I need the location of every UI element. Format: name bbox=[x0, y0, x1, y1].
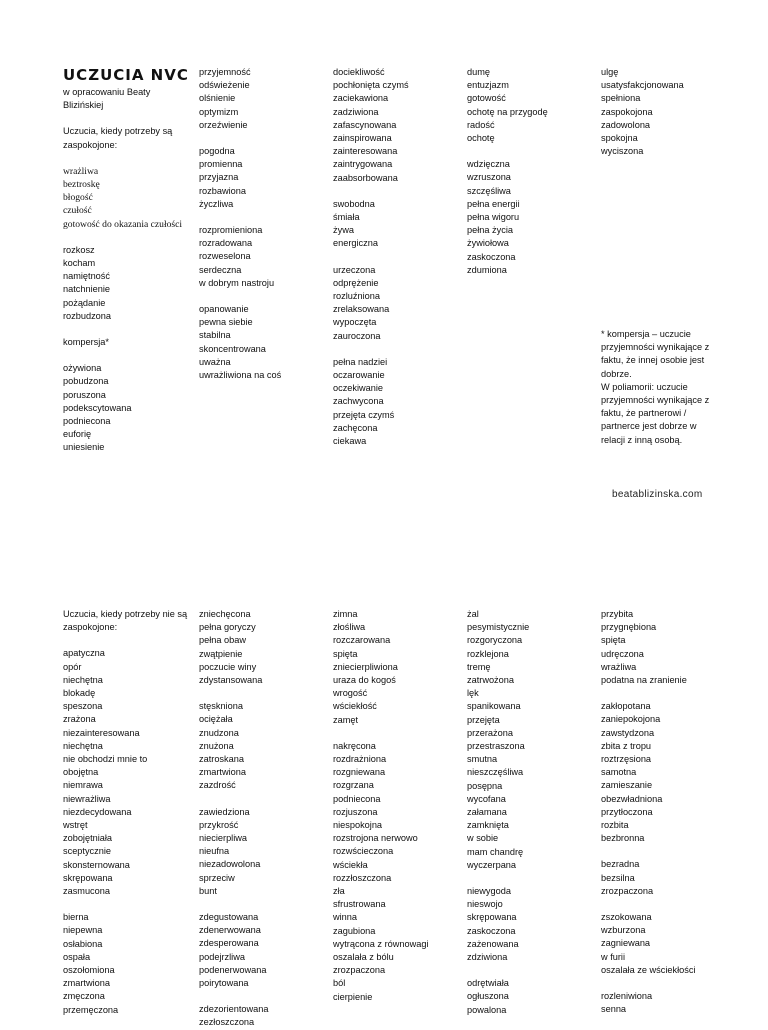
word-group bbox=[333, 264, 463, 343]
feeling-word: poruszona bbox=[63, 389, 106, 400]
feeling-word: bierna bbox=[63, 912, 89, 923]
feeling-word: energiczna bbox=[333, 238, 378, 249]
footnote-text-2: W poliamorii: uczucie przyjemności wynikające z faktu, że partnerowi / partnerce jest dobrze w relacji z inną osobą. bbox=[601, 381, 710, 445]
feeling-word: zagubiona bbox=[333, 925, 376, 936]
word-group bbox=[199, 224, 329, 290]
feeling-word: znudzona bbox=[199, 727, 239, 738]
feeling-word: zmartwiona bbox=[199, 767, 246, 778]
word-group bbox=[467, 885, 597, 964]
word-group bbox=[63, 362, 193, 454]
feeling-word: rozczarowana bbox=[333, 635, 391, 646]
met-heading: Uczucia, kiedy potrzeby są zaspokojone: bbox=[63, 126, 173, 150]
feeling-word: zdziwiona bbox=[467, 952, 508, 963]
feeling-word: w furii bbox=[601, 951, 625, 962]
feeling-word: spanikowana bbox=[467, 701, 521, 712]
feeling-word: zaabsorbowana bbox=[333, 172, 398, 183]
feeling-word: ochotę bbox=[467, 133, 495, 144]
feeling-word: poirytowana bbox=[199, 978, 249, 989]
feeling-word: sceptycznie bbox=[63, 846, 112, 857]
word-group bbox=[601, 66, 731, 158]
feeling-word: zażenowana bbox=[467, 938, 519, 949]
feeling-word: spięta bbox=[333, 648, 358, 659]
feeling-word: swobodna bbox=[333, 198, 375, 209]
feeling-word: kompersja* bbox=[63, 337, 109, 348]
word-group bbox=[333, 66, 463, 185]
met-column-3 bbox=[333, 66, 463, 448]
word-group bbox=[601, 700, 731, 845]
feeling-word: urzeczona bbox=[333, 264, 376, 275]
feeling-word: rozzłoszczona bbox=[333, 872, 392, 883]
feeling-word: promienna bbox=[199, 159, 243, 170]
feeling-word: posępna bbox=[467, 780, 503, 791]
feeling-word: ociężała bbox=[199, 714, 233, 725]
feeling-word: zainspirowana bbox=[333, 133, 392, 144]
word-group bbox=[333, 356, 463, 448]
feeling-word: pochłonięta czymś bbox=[333, 80, 409, 91]
feeling-word: wzruszona bbox=[467, 172, 511, 183]
feeling-word: rozradowana bbox=[199, 238, 253, 249]
feeling-word: euforię bbox=[63, 429, 92, 440]
feeling-word: podejrzliwa bbox=[199, 951, 245, 962]
feeling-word: niewrażliwa bbox=[63, 793, 111, 804]
feeling-word: załamana bbox=[467, 807, 507, 818]
feeling-word: zbita z tropu bbox=[601, 740, 652, 751]
feeling-word: bezsilna bbox=[601, 872, 635, 883]
feeling-word: żywiołowa bbox=[467, 238, 509, 249]
feeling-word: przygnębiona bbox=[601, 622, 657, 633]
feeling-word: gotowość do okazania czułości bbox=[63, 218, 183, 230]
feeling-word: orzeźwienie bbox=[199, 119, 248, 130]
feeling-word: blokadę bbox=[63, 688, 96, 699]
word-group bbox=[467, 977, 597, 1017]
feeling-word: wycofana bbox=[467, 793, 506, 804]
word-group bbox=[467, 66, 597, 145]
met-column-1 bbox=[63, 66, 193, 455]
feeling-word: serdeczna bbox=[199, 264, 242, 275]
feeling-word: wdzięczna bbox=[467, 159, 510, 170]
feeling-word: skonsternowana bbox=[63, 859, 130, 870]
feeling-word: optymizm bbox=[199, 106, 239, 117]
feeling-word: rozwścieczona bbox=[333, 846, 394, 857]
feeling-word: pełna goryczy bbox=[199, 622, 256, 633]
feeling-word: odprężenie bbox=[333, 277, 379, 288]
feeling-word: oszołomiona bbox=[63, 965, 115, 976]
footnote-text-1: * kompersja – uczucie przyjemności wynikające z faktu, że innej osobie jest dobrze. bbox=[601, 329, 710, 379]
feeling-word: rozluźniona bbox=[333, 291, 380, 302]
feeling-word: zadziwiona bbox=[333, 106, 379, 117]
feeling-word: zaniepokojona bbox=[601, 714, 661, 725]
word-group bbox=[63, 244, 193, 323]
feeling-word: przyjemność bbox=[199, 67, 251, 77]
feeling-word: bezbronna bbox=[601, 833, 645, 844]
feeling-word: uraza do kogoś bbox=[333, 675, 396, 686]
feeling-word: mam chandrę bbox=[467, 846, 524, 857]
feeling-word: apatyczna bbox=[63, 648, 105, 659]
feeling-word: dociekliwość bbox=[333, 67, 385, 77]
feeling-word: złośliwa bbox=[333, 622, 366, 633]
feeling-word: nakręcona bbox=[333, 740, 376, 751]
feeling-word: skrępowana bbox=[467, 912, 517, 923]
feeling-word: zatrwożona bbox=[467, 675, 514, 686]
feeling-word: obezwładniona bbox=[601, 793, 663, 804]
feeling-word: nieufna bbox=[199, 846, 230, 857]
feeling-word: szczęśliwa bbox=[467, 185, 511, 196]
feeling-word: zafascynowana bbox=[333, 119, 397, 130]
feeling-word: wyciszona bbox=[601, 146, 644, 157]
feeling-word: sfrustrowana bbox=[333, 899, 386, 910]
word-group bbox=[199, 806, 329, 898]
feeling-word: nieswojo bbox=[467, 899, 503, 910]
feeling-word: zaskoczona bbox=[467, 251, 516, 262]
feeling-word: zaskoczona bbox=[467, 925, 516, 936]
word-group bbox=[601, 911, 731, 977]
feeling-word: ból bbox=[333, 978, 346, 989]
word-group bbox=[63, 647, 193, 898]
feeling-word: wytrącona z równowagi bbox=[333, 938, 429, 949]
feeling-word: wrażliwa bbox=[601, 661, 637, 672]
feeling-word: podatna na zranienie bbox=[601, 675, 687, 686]
feeling-word: uważna bbox=[199, 356, 231, 367]
feeling-word: w sobie bbox=[467, 833, 499, 844]
feeling-word: rozgniewana bbox=[333, 767, 386, 778]
feeling-word: rozdrażniona bbox=[333, 754, 387, 765]
feeling-word: ochotę na przygodę bbox=[467, 106, 548, 117]
feeling-word: usatysfakcjonowana bbox=[601, 80, 684, 91]
feeling-word: zniecierpliwiona bbox=[333, 661, 398, 672]
feeling-word: pełna obaw bbox=[199, 635, 246, 646]
feeling-word: niezdecydowana bbox=[63, 806, 132, 817]
feeling-word: zasmucona bbox=[63, 886, 110, 897]
unmet-heading: Uczucia, kiedy potrzeby nie są zaspokojone: bbox=[63, 609, 188, 633]
met-column-4 bbox=[467, 66, 597, 277]
feeling-word: zakłopotana bbox=[601, 701, 651, 712]
page-title: UCZUCIA NVC bbox=[63, 66, 189, 84]
feeling-word: wrażliwa bbox=[63, 165, 99, 177]
feeling-word: niepewna bbox=[63, 925, 103, 936]
feeling-word: niewygoda bbox=[467, 886, 511, 897]
word-group bbox=[601, 608, 731, 687]
feeling-word: entuzjazm bbox=[467, 80, 509, 91]
feeling-word: pełna energii bbox=[467, 198, 520, 209]
word-group bbox=[199, 66, 329, 132]
feeling-word: stabilna bbox=[199, 330, 231, 341]
feeling-word: oszalała ze wściekłości bbox=[601, 964, 696, 975]
feeling-word: wściekłość bbox=[333, 701, 377, 712]
feeling-word: błogość bbox=[63, 192, 93, 204]
feeling-word: życzliwa bbox=[199, 198, 234, 209]
feeling-word: zatroskana bbox=[199, 754, 244, 765]
feeling-word: kocham bbox=[63, 258, 96, 269]
feeling-word: zamęt bbox=[333, 714, 359, 725]
feeling-word: zawiedziona bbox=[199, 806, 250, 817]
feeling-word: opanowanie bbox=[199, 304, 249, 315]
feeling-word: samotna bbox=[601, 767, 637, 778]
feeling-word: niechętna bbox=[63, 740, 103, 751]
feeling-word: rozgoryczona bbox=[467, 635, 523, 646]
feeling-word: spięta bbox=[601, 635, 626, 646]
unmet-column-4 bbox=[467, 608, 597, 1017]
word-group bbox=[199, 145, 329, 211]
feeling-word: zadowolona bbox=[601, 119, 651, 130]
feeling-word: zdystansowana bbox=[199, 675, 263, 686]
feeling-word: gotowość bbox=[467, 93, 506, 104]
feeling-word: radość bbox=[467, 119, 495, 130]
feeling-word: zdezorientowana bbox=[199, 1004, 269, 1015]
feeling-word: zainteresowana bbox=[333, 146, 398, 157]
feeling-word: zaspokojona bbox=[601, 106, 653, 117]
feeling-word: rozgrzana bbox=[333, 780, 374, 791]
feeling-word: ożywiona bbox=[63, 363, 102, 374]
word-group bbox=[333, 608, 463, 727]
feeling-word: podniecona bbox=[63, 416, 111, 427]
feeling-word: podniecona bbox=[333, 793, 381, 804]
feeling-word: opór bbox=[63, 661, 82, 672]
feeling-word: oczarowanie bbox=[333, 370, 385, 381]
feeling-word: zdesperowana bbox=[199, 938, 259, 949]
feeling-word: zagniewana bbox=[601, 938, 651, 949]
word-group bbox=[467, 608, 597, 872]
feeling-word: wypoczęta bbox=[333, 317, 377, 328]
feeling-word: zamknięta bbox=[467, 820, 509, 831]
feeling-word: wściekła bbox=[333, 859, 368, 870]
feeling-word: przyjazna bbox=[199, 172, 239, 183]
feeling-word: uwrażliwiona na coś bbox=[199, 370, 282, 381]
feeling-word: zawstydzona bbox=[601, 727, 655, 738]
feeling-word: speszona bbox=[63, 701, 103, 712]
feeling-word: przejęta czymś bbox=[333, 409, 395, 420]
word-group bbox=[601, 990, 731, 1016]
feeling-word: udręczona bbox=[601, 648, 644, 659]
feeling-word: pesymistycznie bbox=[467, 622, 530, 633]
feeling-word: pełna wigoru bbox=[467, 212, 520, 223]
feeling-word: spełniona bbox=[601, 93, 641, 104]
word-group bbox=[63, 336, 193, 349]
feeling-word: wstręt bbox=[63, 820, 88, 831]
feeling-word: zrozpaczona bbox=[601, 885, 654, 896]
word-group bbox=[63, 911, 193, 1017]
feeling-word: senna bbox=[601, 1004, 627, 1015]
feeling-word: podekscytowana bbox=[63, 402, 132, 413]
feeling-word: dumę bbox=[467, 67, 490, 77]
feeling-word: w dobrym nastroju bbox=[199, 277, 275, 288]
feeling-word: wyczerpana bbox=[467, 859, 517, 870]
feeling-word: przerażona bbox=[467, 727, 513, 738]
feeling-word: pełna nadziei bbox=[333, 356, 388, 367]
feeling-word: niecierpliwa bbox=[199, 833, 248, 844]
feeling-word: rozkosz bbox=[63, 244, 95, 255]
word-group bbox=[199, 1003, 329, 1029]
feeling-word: przestraszona bbox=[467, 741, 525, 752]
feeling-word: oczekiwanie bbox=[333, 383, 384, 394]
feeling-word: pewna siebie bbox=[199, 317, 253, 328]
feeling-word: niemrawa bbox=[63, 780, 103, 791]
feeling-word: zszokowana bbox=[601, 912, 652, 923]
feeling-word: zaintrygowana bbox=[333, 159, 393, 170]
word-group bbox=[199, 700, 329, 792]
feeling-word: przejęta bbox=[467, 714, 500, 725]
feeling-word: zimna bbox=[333, 609, 358, 619]
feeling-word: ulgę bbox=[601, 67, 619, 77]
feeling-word: zdumiona bbox=[467, 264, 507, 275]
feeling-word: skoncentrowana bbox=[199, 343, 266, 354]
feeling-word: zniechęcona bbox=[199, 609, 251, 619]
feeling-word: pogodna bbox=[199, 146, 235, 157]
feeling-word: zdegustowana bbox=[199, 912, 259, 923]
word-group bbox=[333, 740, 463, 1004]
word-group bbox=[63, 165, 193, 231]
feeling-word: zrelaksowana bbox=[333, 304, 390, 315]
feeling-word: przybita bbox=[601, 609, 634, 619]
unmet-column-3 bbox=[333, 608, 463, 1004]
feeling-word: podenerwowana bbox=[199, 964, 267, 975]
feeling-word: stęskniona bbox=[199, 701, 243, 712]
feeling-word: lęk bbox=[467, 688, 479, 699]
author-website: beatablizinska.com bbox=[612, 489, 703, 500]
feeling-word: rozjuszona bbox=[333, 806, 378, 817]
feeling-word: pełna życia bbox=[467, 225, 513, 236]
feeling-word: niezainteresowana bbox=[63, 727, 140, 738]
feeling-word: zmartwiona bbox=[63, 978, 110, 989]
feeling-word: powalona bbox=[467, 1004, 507, 1015]
feeling-word: rozklejona bbox=[467, 648, 509, 659]
feeling-word: odświeżenie bbox=[199, 80, 250, 91]
kompersja-footnote bbox=[601, 328, 716, 447]
unmet-column-2 bbox=[199, 608, 329, 1030]
feeling-word: zachwycona bbox=[333, 396, 384, 407]
unmet-column-5 bbox=[601, 608, 731, 1016]
word-group bbox=[467, 158, 597, 277]
word-group bbox=[199, 303, 329, 382]
feeling-word: oszalała z bólu bbox=[333, 952, 394, 963]
feeling-word: skrępowana bbox=[63, 872, 113, 883]
feeling-word: niechętna bbox=[63, 674, 103, 685]
word-group bbox=[199, 608, 329, 687]
feeling-word: zrażona bbox=[63, 714, 96, 725]
word-group bbox=[199, 911, 329, 990]
feeling-word: zwątpienie bbox=[199, 648, 243, 659]
feeling-word: zdenerwowana bbox=[199, 925, 261, 936]
feeling-word: namiętność bbox=[63, 271, 110, 282]
feeling-word: niespokojna bbox=[333, 820, 383, 831]
feeling-word: bezradna bbox=[601, 859, 640, 870]
feeling-word: pobudzona bbox=[63, 376, 109, 387]
feeling-word: przemęczona bbox=[63, 1004, 119, 1015]
feeling-word: obojętna bbox=[63, 767, 99, 778]
feeling-word: zmęczona bbox=[63, 991, 105, 1002]
feeling-word: bunt bbox=[199, 885, 217, 896]
feeling-word: odrętwiała bbox=[467, 978, 509, 989]
feeling-word: rozpromieniona bbox=[199, 225, 263, 236]
feeling-word: cierpienie bbox=[333, 991, 373, 1002]
feeling-word: rozbudzona bbox=[63, 310, 112, 321]
feeling-word: uniesienie bbox=[63, 442, 105, 453]
feeling-word: przytłoczona bbox=[601, 806, 653, 817]
feeling-word: czułość bbox=[63, 205, 92, 217]
word-group bbox=[601, 858, 731, 898]
feeling-word: zauroczona bbox=[333, 330, 381, 341]
feeling-word: rozweselona bbox=[199, 251, 251, 262]
feeling-word: zła bbox=[333, 886, 345, 897]
feeling-word: rozstrojona nerwowo bbox=[333, 833, 418, 844]
feeling-word: przykrość bbox=[199, 819, 239, 830]
feeling-word: nie obchodzi mnie to bbox=[63, 754, 148, 765]
feeling-word: pożądanie bbox=[63, 297, 106, 308]
feeling-word: ospała bbox=[63, 951, 91, 962]
feeling-word: zazdrość bbox=[199, 780, 236, 791]
feeling-word: wzburzona bbox=[601, 925, 646, 936]
feeling-word: zaciekawiona bbox=[333, 93, 389, 104]
feeling-word: wrogość bbox=[333, 688, 368, 699]
feeling-word: winna bbox=[333, 912, 358, 923]
feeling-word: zrozpaczona bbox=[333, 965, 386, 976]
feeling-word: zobojętniała bbox=[63, 833, 113, 844]
feeling-word: zamieszanie bbox=[601, 780, 653, 791]
feeling-word: natchnienie bbox=[63, 284, 110, 295]
feeling-word: roztrzęsiona bbox=[601, 754, 652, 765]
feeling-word: zachęcona bbox=[333, 422, 378, 433]
feeling-word: zezłoszczona bbox=[199, 1017, 255, 1028]
feeling-word: olśnienie bbox=[199, 93, 236, 104]
feeling-word: rozbita bbox=[601, 820, 629, 831]
feeling-word: osłabiona bbox=[63, 938, 103, 949]
feeling-word: niezadowolona bbox=[199, 859, 261, 870]
feeling-word: żywa bbox=[333, 225, 354, 236]
feeling-word: nieszczęśliwa bbox=[467, 767, 524, 778]
feeling-word: tremę bbox=[467, 661, 491, 672]
feeling-word: ciekawa bbox=[333, 436, 367, 447]
feeling-word: znużona bbox=[199, 740, 234, 751]
feeling-word: sprzeciw bbox=[199, 872, 235, 883]
feeling-word: spokojna bbox=[601, 133, 638, 144]
feeling-word: rozleniwiona bbox=[601, 991, 653, 1002]
feeling-word: rozbawiona bbox=[199, 185, 246, 196]
unmet-column-1 bbox=[63, 608, 193, 1017]
word-group bbox=[333, 198, 463, 251]
feeling-word: żal bbox=[467, 609, 479, 619]
feeling-word: poczucie winy bbox=[199, 661, 257, 672]
met-column-2 bbox=[199, 66, 329, 382]
met-column-5 bbox=[601, 66, 731, 158]
feeling-word: ogłuszona bbox=[467, 991, 509, 1002]
feeling-word: smutna bbox=[467, 754, 498, 765]
page-subtitle: w opracowaniu Beaty Blizińskiej bbox=[63, 87, 151, 111]
feeling-word: beztroskę bbox=[63, 179, 100, 191]
feeling-word: śmiała bbox=[333, 212, 360, 223]
